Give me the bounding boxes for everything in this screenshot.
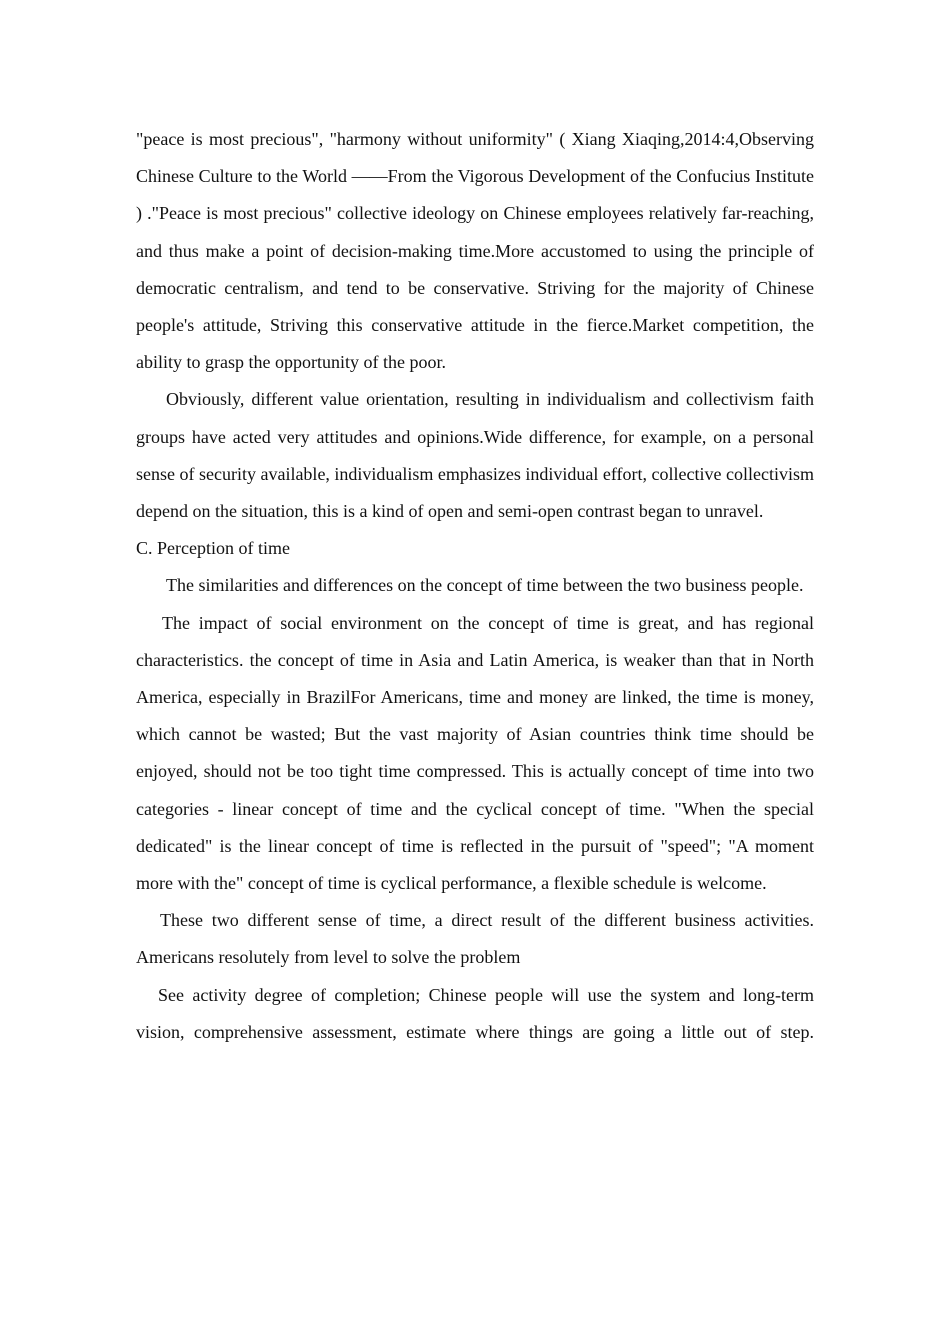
paragraph-value-orientation: Obviously, different value orientation, resulting in individualism and collectivism faith groups have acted very attitudes and opinions.Wide difference, for example, on a personal sense of security available, individualism emphasizes individual effort, collective collectivism depend on the situation, this is a kind of open and semi-open contrast began to unravel. — [136, 389, 814, 522]
paragraph-activity-completion: See activity degree of completion; Chinese people will use the system and long-term vision, comprehensive assessment, estimate where things are going a little out of step. — [136, 984, 814, 1042]
document-page — [136, 121, 814, 1051]
paragraph-social-environment: The impact of social environment on the concept of time is great, and has regional characteristics. the concept of time in Asia and Latin America, is weaker than that in North America, especially in BrazilFor Americans, time and money are linked, the time is money, which cannot be wasted; But the vast majority of Asian countries think time should be enjoyed, should not be too tight time compressed. This is actually concept of time into two categories - linear concept of time and the cyclical concept of time. "When the special dedicated" is the linear concept of time is reflected in the pursuit of "speed"; "A moment more with the" concept of time is cyclical performance, a flexible schedule is welcome. — [136, 612, 814, 894]
paragraph-confucian-harmony: "peace is most precious", "harmony without uniformity" ( Xiang Xiaqing,2014:4,Observing Chinese Culture to the World ——From the Vigorous Development of the Confucius Institute ) ."Peace is most precious" collective ideology on Chinese employees relatively far-reaching, and thus make a point of decision-making time.More accustomed to using the principle of democratic centralism, and tend to be conservative. Striving for the majority of Chinese people's attitude, Striving this conservative attitude in the fierce.Market competition, the ability to grasp the opportunity of the poor. — [136, 129, 814, 373]
section-heading-perception-of-time: C. Perception of time — [136, 538, 290, 559]
paragraph-time-similarities: The similarities and differences on the concept of time between the two business people. — [166, 575, 804, 596]
paragraph-business-activities: These two different sense of time, a direct result of the different business activities. Americans resolutely from level to solve the problem — [136, 910, 814, 968]
